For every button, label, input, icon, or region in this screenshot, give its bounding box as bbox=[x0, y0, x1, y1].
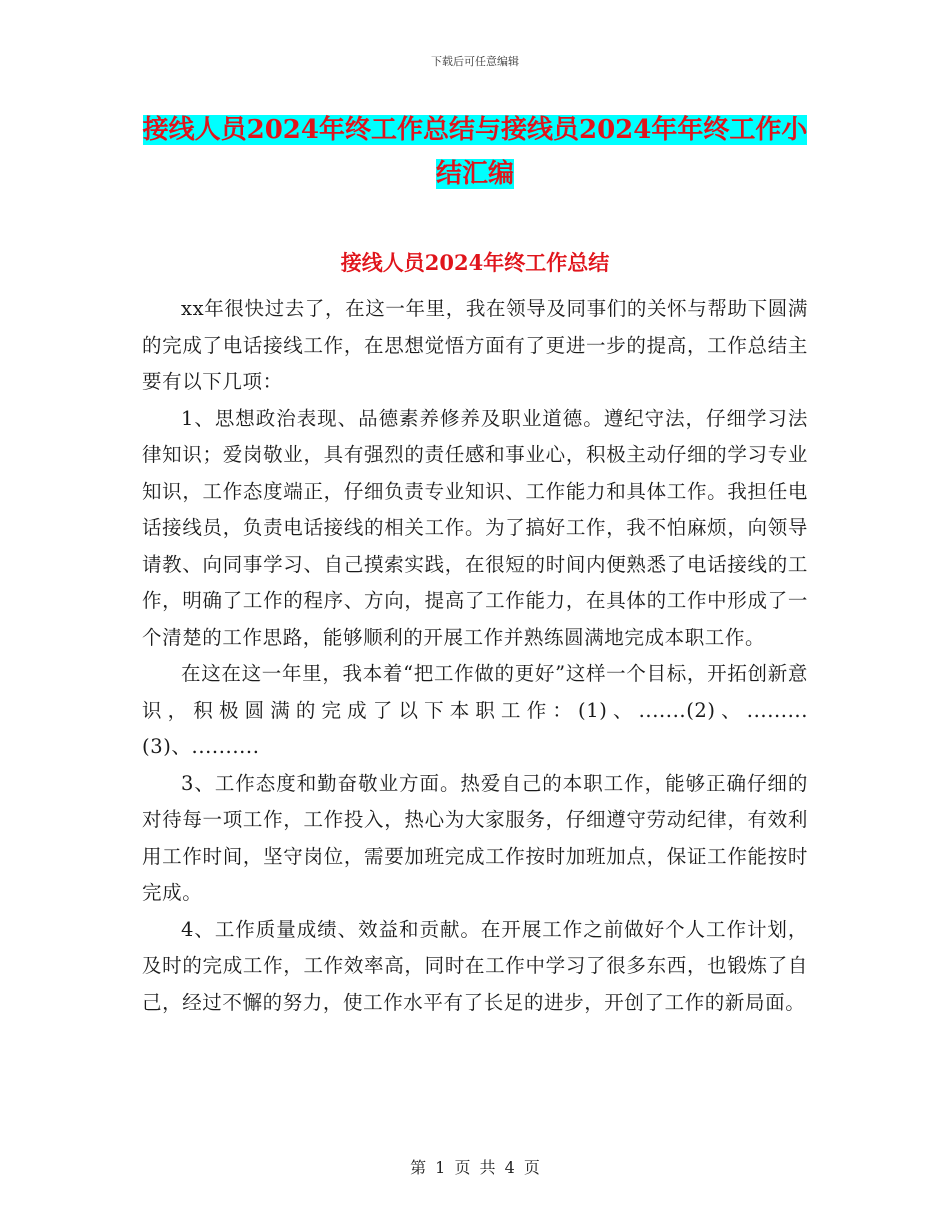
body-text bbox=[142, 291, 808, 1021]
document-title-text: 接线人员2024年终工作总结与接线员2024年年终工作小结汇编 bbox=[142, 115, 808, 189]
paragraph-item-1: 1、思想政治表现、品德素养修养及职业道德。遵纪守法，仔细学习法律知识；爱岗敬业，具有强烈的责任感和事业心，积极主动仔细的学习专业知识，工作态度端正，仔细负责专业知识、工作能力和具体工作。我担任电话接线员，负责电话接线的相关工作。为了搞好工作，我不怕麻烦，向领导请教、向同事学习、自己摸索实践，在很短的时间内便熟悉了电话接线的工作，明确了工作的程序、方向，提高了工作能力，在具体的工作中形成了一个清楚的工作思路，能够顺利的开展工作并熟练圆满地完成本职工作。 bbox=[142, 406, 808, 649]
section-title: 接线人员2024年终工作总结 bbox=[340, 250, 610, 275]
paragraph-intro: xx年很快过去了，在这一年里，我在领导及同事们的关怀与帮助下圆满的完成了电话接线工作，在思想觉悟方面有了更进一步的提高，工作总结主要有以下几项： bbox=[142, 297, 808, 393]
paragraph-item-4: 4、工作质量成绩、效益和贡献。在开展工作之前做好个人工作计划，及时的完成工作，工作效率高，同时在工作中学习了很多东西，也锻炼了自己，经过不懈的努力，使工作水平有了长足的进步，开创了工作的新局面。 bbox=[142, 917, 808, 1014]
page-footer: 第 1 页 共 4 页 bbox=[410, 1158, 540, 1177]
page-header: 下载后可任意编辑 bbox=[431, 55, 519, 68]
document-title bbox=[140, 108, 810, 196]
paragraph-item-3: 3、工作态度和勤奋敬业方面。热爱自己的本职工作，能够正确仔细的对待每一项工作，工作投入，热心为大家服务，仔细遵守劳动纪律，有效利用工作时间，坚守岗位，需要加班完成工作按时加班加点，保证工作能按时完成。 bbox=[142, 771, 808, 904]
paragraph-item-2: 在这在这一年里，我本着“把工作做的更好”这样一个目标，开拓创新意识，积极圆满的完成了以下本职工作：(1)、.......(2)、......... (3)、.......... bbox=[142, 662, 808, 758]
